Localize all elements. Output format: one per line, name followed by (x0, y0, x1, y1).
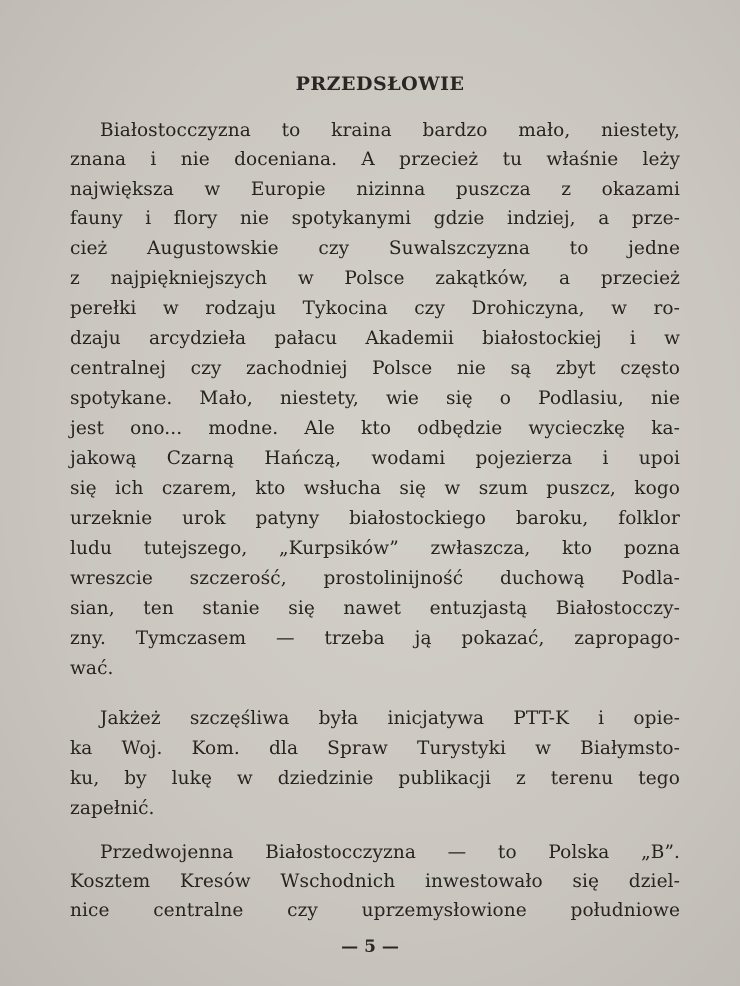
text-line: ludu tutejszego, „Kurpsików” zwłaszcza, kto pozna (70, 538, 680, 559)
text-line: ku, by lukę w dziedzinie publikacji z terenu tego (70, 768, 680, 789)
text-line: zapełnić. (70, 798, 155, 819)
text-line: perełki w rodzaju Tykocina czy Drohiczyna, w ro- (70, 298, 680, 319)
text-line: jest ono... modne. Ale kto odbędzie wycieczkę ka- (70, 418, 680, 439)
text-line: ka Woj. Kom. dla Spraw Turystyki w Białymsto- (70, 738, 680, 759)
text-line: wreszcie szczerość, prostolinijność duchową Podla- (70, 568, 680, 589)
text-line: z najpiękniejszych w Polsce zakątków, a przecież (70, 268, 680, 289)
text-line: największa w Europie nizinna puszcza z okazami (70, 179, 680, 200)
text-line: fauny i flory nie spotykanymi gdzie indziej, a prze- (70, 208, 680, 229)
text-line: spotykane. Mało, niestety, wie się o Podlasiu, nie (70, 388, 680, 409)
text-line: cież Augustowskie czy Suwalszczyzna to jedne (70, 238, 680, 259)
text-line: centralnej czy zachodniej Polsce nie są zbyt często (70, 358, 680, 379)
text-line: znana i nie doceniana. A przecież tu właśnie leży (70, 149, 680, 170)
text-line: wać. (70, 658, 114, 679)
text-line: sian, ten stanie się nawet entuzjastą Białostocczy- (70, 598, 680, 619)
text-line: Kosztem Kresów Wschodnich inwestowało się dziel- (70, 871, 680, 892)
page-heading: PRZEDSŁOWIE (295, 73, 465, 95)
text-line: dzaju arcydzieła pałacu Akademii białostockiej i w (70, 328, 680, 349)
text-line: zny. Tymczasem — trzeba ją pokazać, zapropago- (70, 628, 680, 649)
text-line: się ich czarem, kto wsłucha się w szum puszcz, kogo (70, 478, 680, 499)
text-line: urzeknie urok patyny białostockiego baroku, folklor (70, 508, 680, 529)
text-line: Białostocczyzna to kraina bardzo mało, niestety, (100, 120, 680, 141)
text-line: Jakżeż szczęśliwa była inicjatywa PTT-K i opie- (100, 708, 680, 729)
text-line: Przedwojenna Białostocczyzna — to Polska „B”. (100, 842, 680, 863)
page-number: — 5 — (341, 937, 399, 957)
text-line: jakową Czarną Hańczą, wodami pojezierza i upoi (70, 448, 680, 469)
text-line: nice centralne czy uprzemysłowione południowe (70, 900, 680, 921)
